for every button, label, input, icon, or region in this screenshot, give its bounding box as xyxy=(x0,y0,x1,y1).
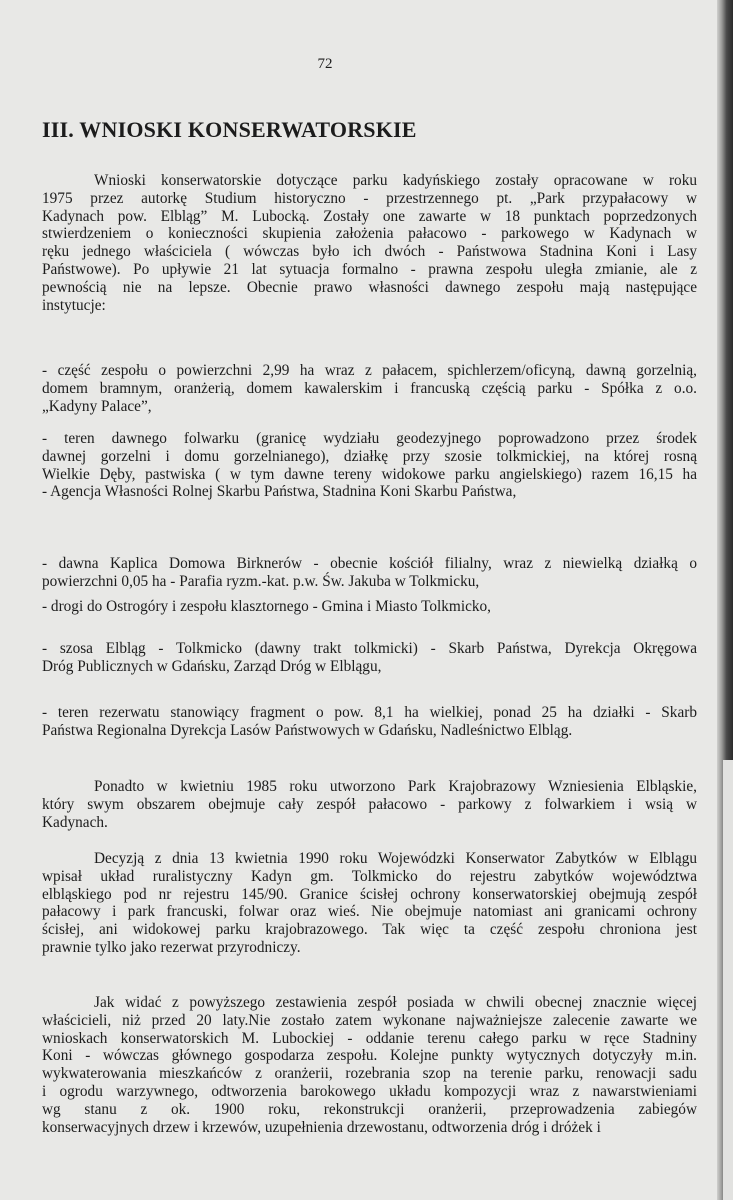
text-line: - teren rezerwatu stanowiący fragment o pow. 8,1 ha wielkiej, ponad 25 ha działki - Skarb xyxy=(42,704,697,721)
text-line: wg stanu z ok. 1900 roku, rekonstrukcji oranżerii, przeprowadzenia zabiegów xyxy=(42,1100,697,1118)
landscape-park-paragraph xyxy=(42,778,697,831)
text-line: instytucje: xyxy=(42,296,106,314)
text-line: który swym obszarem obejmuje cały zespół pałacowo - parkowy z folwarkiem i wsią w xyxy=(42,795,697,813)
text-line: Decyzją z dnia 13 kwietnia 1990 roku Wojewódzki Konserwator Zabytków w Elblągu xyxy=(94,850,697,867)
text-line: wnioskach konserwatorskich M. Lubockiej - oddanie terenu całego parku w ręce Stadniny xyxy=(42,1029,697,1047)
text-line: 1975 przez autorkę Studium historyczno - przestrzennego pt. „Park przypałacowy w xyxy=(42,189,697,207)
text-line: Wnioski konserwatorskie dotyczące parku kadyńskiego zostały opracowane w roku xyxy=(94,172,697,189)
text-line: powierzchni 0,05 ha - Parafia ryzm.-kat. p.w. Św. Jakuba w Tolkmicku, xyxy=(42,572,480,590)
text-line: - szosa Elbląg - Tolkmicko (dawny trakt tolkmicki) - Skarb Państwa, Dyrekcja Okręgowa xyxy=(42,640,697,657)
text-line: Państwowe). Po upływie 21 lat sytuacja formalno - prawna zespołu uległa zmianie, ale z xyxy=(42,260,697,278)
text-line: - część zespołu o powierzchni 2,99 ha wraz z pałacem, spichlerzem/oficyną, dawną gorzelnią, xyxy=(42,362,697,379)
section-heading: III. WNIOSKI KONSERWATORSKIE xyxy=(42,117,417,142)
text-line: Kadynach pow. Elbląg” M. Lubocką. Zostały one zawarte w 18 punktach poprzedzonych xyxy=(42,207,697,225)
text-line: wykwaterowania mieszkańców z oranżerii, rozebrania szop na terenie parku, renowacji sadu xyxy=(42,1065,697,1083)
text-line: i ogrodu warzywnego, odtworzenia barokowego układu kompozycji wraz z nawarstwieniami xyxy=(42,1082,697,1100)
text-line: dawnej gorzelni i domu gorzelnianego), działkę przy szosie tolkmickiej, na której rosną xyxy=(42,447,697,465)
intro-paragraph xyxy=(42,172,697,314)
text-line: Jak widać z powyższego zestawienia zespół posiada w chwili obecnej znacznie więcej xyxy=(94,994,697,1011)
ownership-item xyxy=(42,640,697,676)
text-line: Wielkie Dęby, pastwiska ( w tym dawne tereny widokowe parku angielskiego) razem 16,15 ha xyxy=(42,465,697,483)
text-line: „Kadyny Palace”, xyxy=(42,397,152,415)
text-line: - Agencja Własności Rolnej Skarbu Państwa, Stadnina Koni Skarbu Państwa, xyxy=(42,483,517,501)
text-line: konserwacyjnych drzew i krzewów, uzupełnienia drzewostanu, odtworzenia dróg i dróżek i xyxy=(42,1118,601,1136)
text-line: - teren dawnego folwarku (granicę wydziału geodezyjnego poprowadzono przez środek xyxy=(42,430,697,447)
text-line: Ponadto w kwietniu 1985 roku utworzono Park Krajobrazowy Wzniesienia Elbląskie, xyxy=(94,778,697,795)
text-line: właścicieli, niż przed 20 laty.Nie zostało zatem wykonane najważniejsze zalecenie zawarte we xyxy=(42,1011,697,1029)
text-line: ręku jednego właściciela ( wówczas było ich dwóch - Państwowa Stadnina Koni i Lasy xyxy=(42,243,697,261)
text-line: Koni - wówczas głównego gospodarza zespołu. Kolejne punkty wytycznych dotyczyły m.in. xyxy=(42,1047,697,1065)
text-line: elbląskiego pod nr rejestru 145/90. Granice ścisłej ochrony konserwatorskiej obejmują zespół xyxy=(42,885,697,903)
text-line: pewnością nie na lepsze. Obecnie prawo własności dawnego zespołu mają następujące xyxy=(42,278,697,296)
text-line: ścisłej, ani widokowej parku krajobrazowego. Tak więc ta część zespołu chroniona jest xyxy=(42,921,697,939)
text-line: Dróg Publicznych w Gdańsku, Zarząd Dróg w Elblągu, xyxy=(42,657,382,675)
text-line: - dawna Kaplica Domowa Birknerów - obecnie kościół filialny, wraz z niewielką działką o xyxy=(42,555,697,572)
ownership-item xyxy=(42,362,697,415)
page-number: 72 xyxy=(317,56,333,72)
text-line: - drogi do Ostrogóry i zespołu klasztornego - Gmina i Miasto Tolkmicko, xyxy=(42,598,491,615)
text-line: Państwa Regionalna Dyrekcja Lasów Państwowych w Gdańsku, Nadleśnictwo Elbląg. xyxy=(42,721,573,739)
text-line: Kadynach. xyxy=(42,813,108,831)
ownership-item xyxy=(42,555,697,591)
text-line: pałacowy i park francuski, folwar oraz wieś. Nie obejmuje natomiast ani granicami ochrony xyxy=(42,903,697,921)
register-paragraph xyxy=(42,850,697,957)
ownership-item xyxy=(42,704,697,740)
text-line: stwierdzeniem o konieczności skupienia założenia pałacowo - parkowego w Kadynach w xyxy=(42,225,697,243)
ownership-item xyxy=(42,598,697,616)
text-line: domem bramnym, oranżerią, domem kawalerskim i francuską częścią parku - Spółka z o.o. xyxy=(42,379,697,397)
text-line: prawnie tylko jako rezerwat przyrodniczy. xyxy=(42,938,301,956)
conclusion-paragraph xyxy=(42,994,697,1136)
text-line: wpisał układ ruralistyczny Kadyn gm. Tolkmicko do rejestru zabytków województwa xyxy=(42,867,697,885)
ownership-item xyxy=(42,430,697,501)
scan-background xyxy=(723,760,733,1200)
